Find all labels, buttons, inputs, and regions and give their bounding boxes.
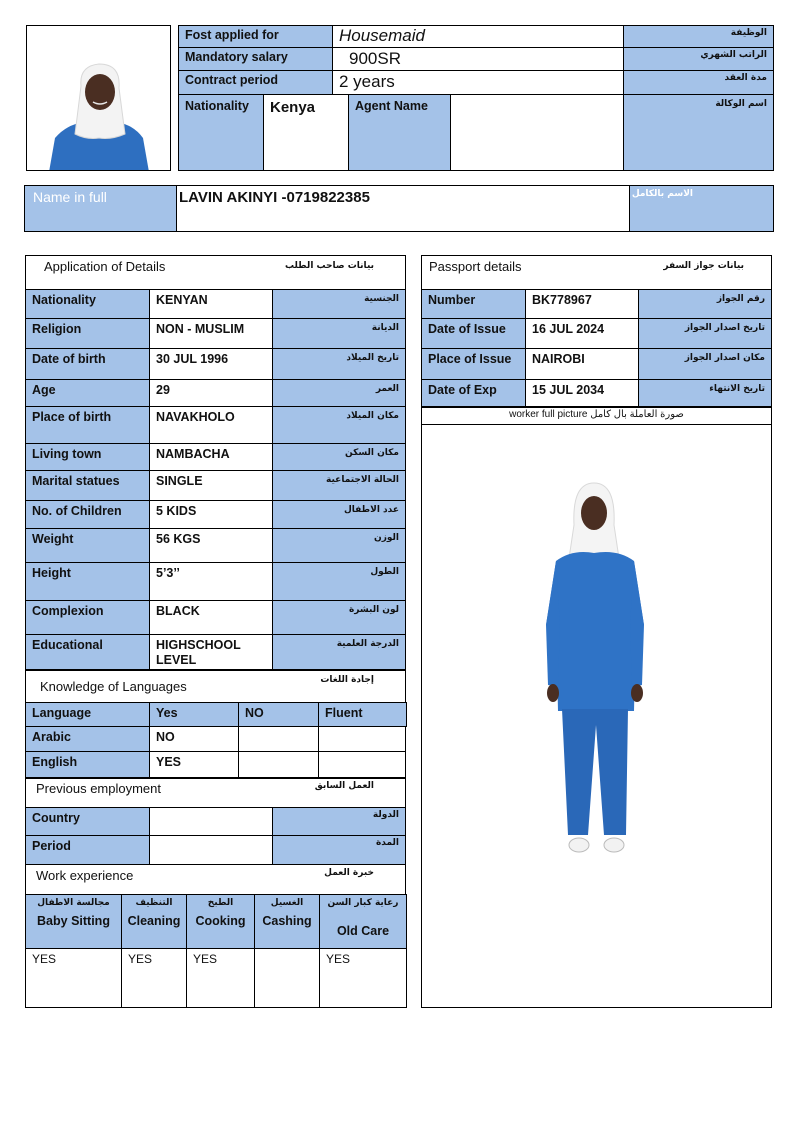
app-row-value: 5’3’’ (149, 562, 273, 601)
app-row-arabic: تاريخ الميلاد (272, 348, 406, 380)
app-row-label: Living town (25, 443, 150, 471)
post-value: Housemaid (332, 25, 624, 48)
language-header: Language (25, 702, 150, 727)
work-column-header (121, 894, 187, 949)
work-title: Work experience (25, 864, 406, 895)
post-arabic: الوظيفة (623, 25, 774, 48)
app-row-value: KENYAN (149, 289, 273, 319)
work-column-value: YES (319, 948, 407, 1008)
app-row-label: Religion (25, 318, 150, 349)
app-row-label: No. of Children (25, 500, 150, 529)
app-row-arabic: عدد الاطفال (272, 500, 406, 529)
work-column-label: Cooking (195, 914, 246, 928)
work-column-arabic: الطبخ (207, 898, 234, 908)
passport-row-arabic: رقم الجواز (638, 289, 772, 319)
full-body-photo (422, 425, 771, 1007)
app-row-arabic: الجنسية (272, 289, 406, 319)
application-title-arabic: بيانات صاحب الطلب (284, 261, 374, 271)
full-picture-frame (421, 424, 772, 1008)
passport-row-value: NAIROBI (525, 348, 639, 380)
post-label: Fost applied for (178, 25, 333, 48)
country-arabic: الدولة (272, 807, 406, 836)
work-column-label: Cashing (262, 914, 312, 928)
work-column-header (25, 894, 122, 949)
app-row-label: Date of birth (25, 348, 150, 380)
app-row-value: NAMBACHA (149, 443, 273, 471)
passport-row-value: BK778967 (525, 289, 639, 319)
period-label: Period (25, 835, 150, 865)
passport-row-value: 16 JUL 2024 (525, 318, 639, 349)
app-row-value: 5 KIDS (149, 500, 273, 529)
nationality-label: Nationality (178, 94, 264, 171)
passport-row-label: Place of Issue (421, 348, 526, 380)
work-column-value: YES (186, 948, 255, 1008)
work-column-arabic: رعاية كبار السن (327, 898, 399, 908)
agent-arabic: اسم الوكالة (623, 94, 774, 171)
passport-title: Passport details (421, 255, 772, 290)
passport-row-arabic: مكان اصدار الجواز (638, 348, 772, 380)
passport-row-label: Date of Issue (421, 318, 526, 349)
app-row-label: Height (25, 562, 150, 601)
passport-row-label: Number (421, 289, 526, 319)
app-row-arabic: مكان السكن (272, 443, 406, 471)
app-row-label: Nationality (25, 289, 150, 319)
app-row-label: Complexion (25, 600, 150, 635)
language-name: Arabic (25, 726, 150, 752)
app-row-label: Place of birth (25, 406, 150, 444)
app-row-arabic: الديانة (272, 318, 406, 349)
language-name: English (25, 751, 150, 779)
portrait-photo (27, 26, 171, 171)
salary-label: Mandatory salary (178, 47, 333, 71)
previous-title-arabic: العمل السابق (314, 781, 374, 791)
passport-row-arabic: تاريخ اصدار الجواز (638, 318, 772, 349)
previous-title: Previous employment (25, 777, 406, 808)
work-column-header (254, 894, 320, 949)
work-column-label: Baby Sitting (37, 914, 110, 928)
language-header: NO (238, 702, 319, 727)
language-no (238, 726, 319, 752)
app-row-arabic: الوزن (272, 528, 406, 563)
app-row-arabic: الدرجة العلمية (272, 634, 406, 671)
app-row-value: 30 JUL 1996 (149, 348, 273, 380)
app-row-label: Weight (25, 528, 150, 563)
language-fluent (318, 751, 406, 779)
work-column-value: YES (121, 948, 187, 1008)
country-label: Country (25, 807, 150, 836)
app-row-value: 56 KGS (149, 528, 273, 563)
app-row-value: SINGLE (149, 470, 273, 501)
work-column-value: YES (25, 948, 122, 1008)
app-row-value: NON - MUSLIM (149, 318, 273, 349)
passport-row-label: Date of Exp (421, 379, 526, 408)
contract-label: Contract period (178, 70, 333, 95)
app-row-label: Age (25, 379, 150, 407)
work-column-value (254, 948, 320, 1008)
work-column-header (319, 894, 407, 949)
work-column-arabic: مجالسة الاطفال (37, 898, 110, 908)
language-fluent (318, 726, 406, 752)
agent-value (450, 94, 624, 171)
work-column-arabic: الغسيل (270, 898, 304, 908)
languages-title-arabic: إجادة اللغات (320, 675, 374, 685)
name-label: Name in full (24, 185, 177, 232)
languages-title: Knowledge of Languages (25, 669, 406, 703)
passport-row-value: 15 JUL 2034 (525, 379, 639, 408)
language-yes: NO (149, 726, 239, 752)
passport-title-arabic: بيانات جواز السفر (663, 261, 744, 271)
work-column-label: Cleaning (127, 914, 181, 928)
name-arabic: الاسم بالكامل (629, 185, 774, 232)
portrait-photo-frame (26, 25, 171, 171)
nationality-value: Kenya (263, 94, 349, 171)
app-row-value: 29 (149, 379, 273, 407)
language-yes: YES (149, 751, 239, 779)
app-row-arabic: العمر (272, 379, 406, 407)
language-no (238, 751, 319, 779)
app-row-value: HIGHSCHOOL LEVEL (149, 634, 273, 671)
salary-arabic: الراتب الشهري (623, 47, 774, 71)
application-title: Application of Details (25, 255, 406, 290)
period-value (149, 835, 273, 865)
app-row-label: Educational (25, 634, 150, 671)
work-title-arabic: خبرة العمل (324, 868, 374, 878)
passport-row-arabic: تاريخ الانتهاء (638, 379, 772, 408)
work-column-arabic: التنظيف (135, 898, 173, 908)
work-column-header (186, 894, 255, 949)
contract-value: 2 years (332, 70, 624, 95)
agent-label: Agent Name (348, 94, 451, 171)
app-row-label: Marital statues (25, 470, 150, 501)
app-row-arabic: لون البشرة (272, 600, 406, 635)
salary-value: 900SR (332, 47, 624, 71)
full-picture-label: worker full picture صورة العاملة بال كامل (421, 406, 772, 425)
app-row-value: NAVAKHOLO (149, 406, 273, 444)
contract-arabic: مدة العقد (623, 70, 774, 95)
language-header: Yes (149, 702, 239, 727)
app-row-arabic: الطول (272, 562, 406, 601)
language-header: Fluent (318, 702, 407, 727)
name-value: LAVIN AKINYI -0719822385 (176, 185, 630, 232)
country-value (149, 807, 273, 836)
app-row-arabic: مكان الميلاد (272, 406, 406, 444)
app-row-value: BLACK (149, 600, 273, 635)
work-column-label: Old Care (336, 924, 390, 938)
app-row-arabic: الحالة الاجتماعية (272, 470, 406, 501)
period-arabic: المدة (272, 835, 406, 865)
